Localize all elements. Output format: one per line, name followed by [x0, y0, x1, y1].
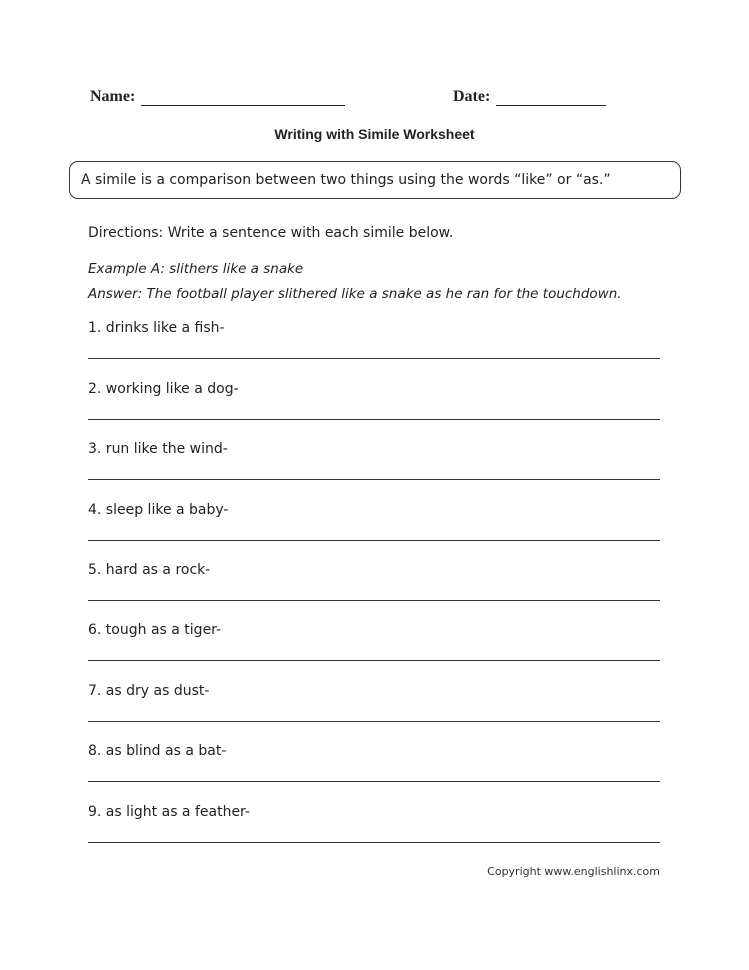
answer-line	[88, 721, 660, 722]
simile-item-1	[88, 320, 660, 336]
simile-item-label: 2. working like a dog-	[88, 381, 239, 397]
header-row	[90, 88, 609, 112]
answer-line	[88, 600, 660, 601]
simile-item-9	[88, 804, 660, 820]
date-blank-line	[496, 91, 606, 106]
answer-line	[88, 358, 660, 359]
example-prompt: Example A: slithers like a snake	[88, 261, 304, 277]
simile-item-label: 9. as light as a feather-	[88, 804, 250, 820]
worksheet-title: Writing with Simile Worksheet	[274, 126, 475, 142]
simile-item-6	[88, 622, 660, 638]
simile-item-label: 7. as dry as dust-	[88, 683, 210, 699]
date-field	[453, 88, 606, 106]
simile-item-8	[88, 743, 660, 759]
simile-item-label: 6. tough as a tiger-	[88, 622, 222, 638]
simile-item-3	[88, 441, 660, 457]
copyright-text: Copyright www.englishlinx.com	[487, 865, 660, 878]
directions-text: Directions: Write a sentence with each simile below.	[88, 225, 454, 241]
simile-item-5	[88, 562, 660, 578]
simile-item-label: 5. hard as a rock-	[88, 562, 211, 578]
answer-line	[88, 842, 660, 843]
answer-line	[88, 419, 660, 420]
definition-box	[69, 161, 681, 199]
simile-item-4	[88, 502, 660, 518]
name-label: Name:	[90, 88, 136, 105]
answer-line	[88, 781, 660, 782]
name-blank-line	[141, 91, 345, 106]
simile-item-label: 8. as blind as a bat-	[88, 743, 227, 759]
date-label: Date:	[453, 88, 491, 105]
answer-line	[88, 479, 660, 480]
simile-item-2	[88, 381, 660, 397]
example-answer: Answer: The football player slithered like a snake as he ran for the touchdown.	[88, 286, 622, 302]
definition-text: A simile is a comparison between two things using the words “like” or “as.”	[81, 172, 611, 188]
answer-line	[88, 660, 660, 661]
simile-item-label: 3. run like the wind-	[88, 441, 228, 457]
simile-item-label: 4. sleep like a baby-	[88, 502, 229, 518]
name-field	[90, 88, 345, 106]
answer-line	[88, 540, 660, 541]
simile-item-label: 1. drinks like a fish-	[88, 320, 225, 336]
simile-item-7	[88, 683, 660, 699]
